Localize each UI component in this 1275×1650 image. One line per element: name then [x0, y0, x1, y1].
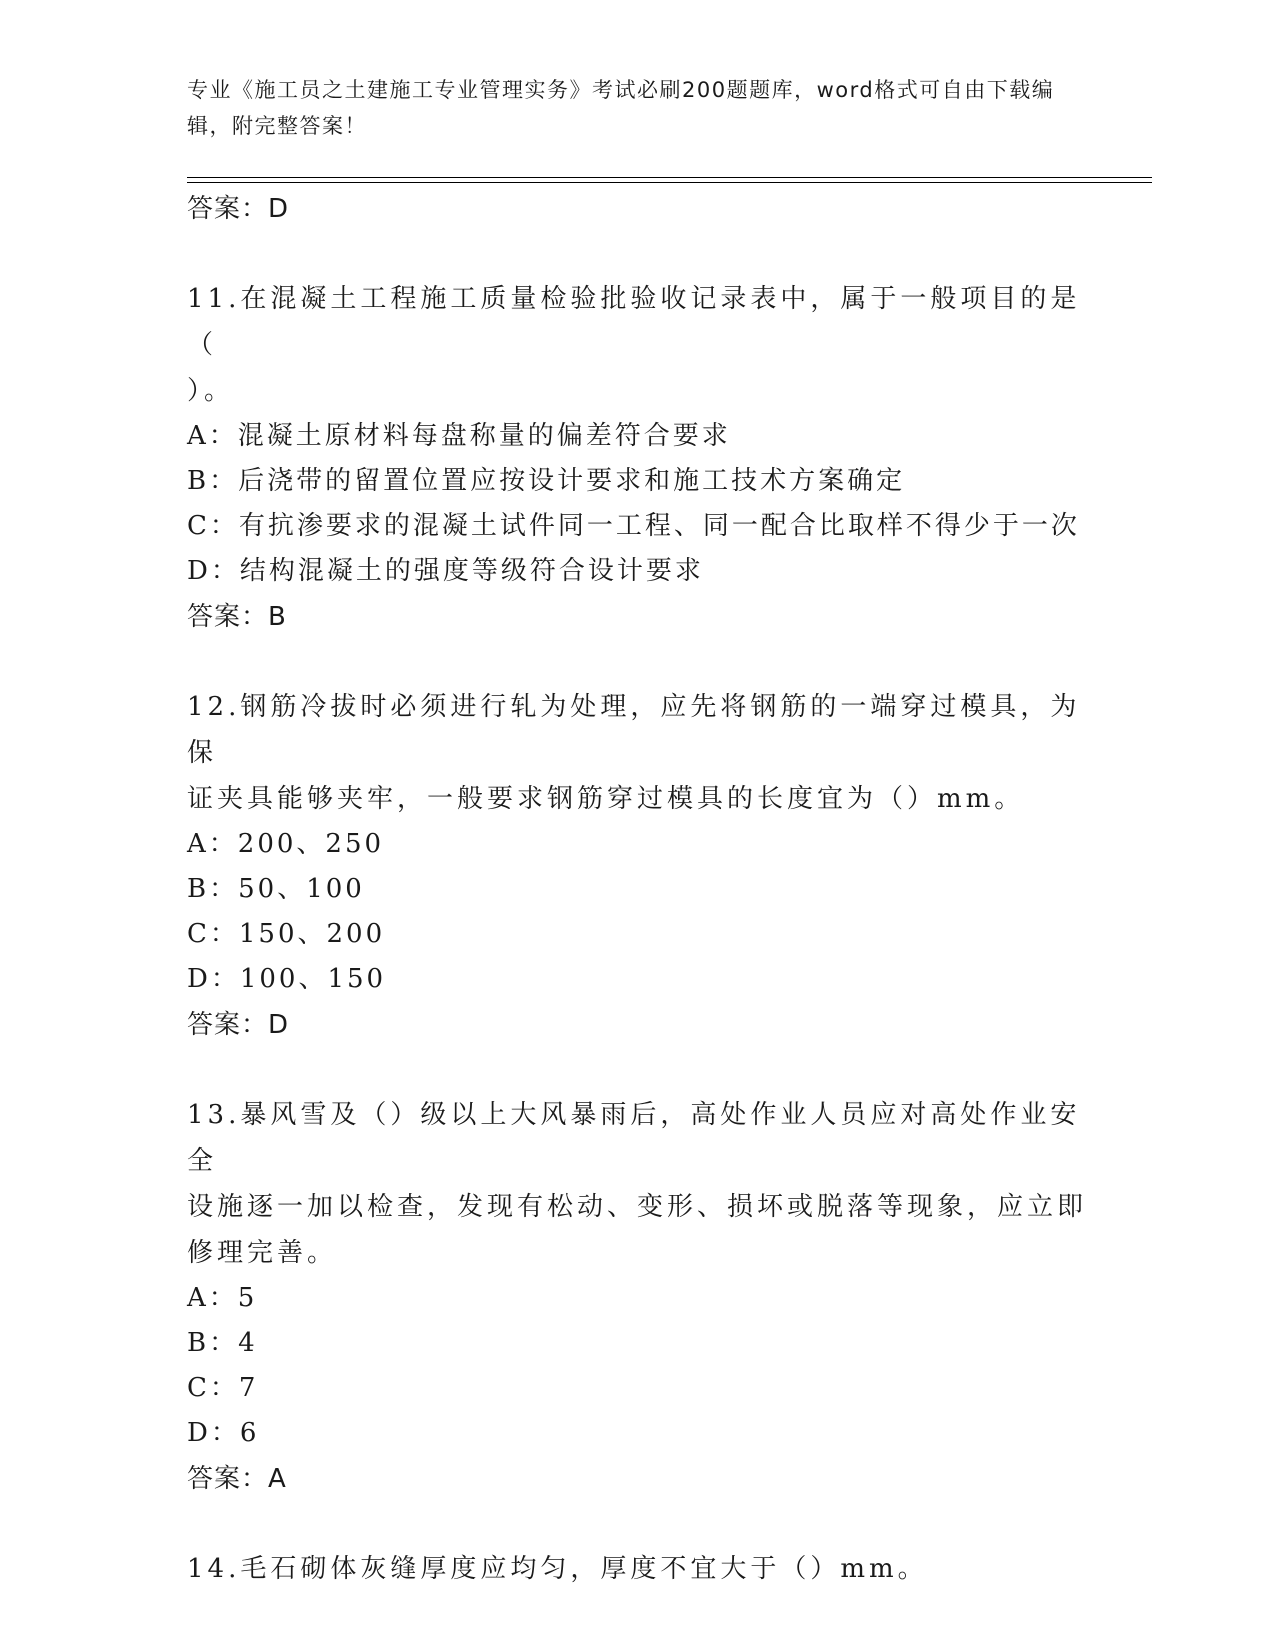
option-d: D：6 — [187, 1418, 260, 1448]
document-body — [187, 186, 1087, 1592]
option-d: D：结构混凝土的强度等级符合设计要求 — [187, 556, 704, 586]
option-b: B：50、100 — [187, 874, 365, 904]
answer-line: 答案：B — [187, 602, 287, 632]
answer-line: 答案：A — [187, 1464, 287, 1494]
question-14 — [187, 1546, 1087, 1592]
option-c: C：7 — [187, 1373, 259, 1403]
option-d: D：100、150 — [187, 964, 387, 994]
question-text-line: 14.毛石砌体灰缝厚度应均匀，厚度不宜大于（）mm。 — [187, 1554, 928, 1584]
option-c: C：有抗渗要求的混凝土试件同一工程、同一配合比取样不得少于一次 — [187, 511, 1080, 541]
question-text-line: 12.钢筋冷拔时必须进行轧为处理，应先将钢筋的一端穿过模具，为保 — [187, 692, 1081, 768]
option-a: A：5 — [187, 1283, 258, 1313]
option-c: C：150、200 — [187, 919, 386, 949]
question-text-line: 修理完善。 — [187, 1238, 338, 1268]
option-a: A：混凝土原材料每盘称量的偏差符合要求 — [187, 421, 731, 451]
question-text-line: 证夹具能够夹牢，一般要求钢筋穿过模具的长度宜为（）mm。 — [187, 784, 1025, 814]
document-header: 专业《施工员之土建施工专业管理实务》考试必刷200题题库，word格式可自由下载编辑，附完整答案！ — [187, 78, 1055, 138]
question-13 — [187, 1092, 1087, 1502]
header-rule-top — [187, 177, 1152, 178]
question-text-line: 13.暴风雪及（）级以上大风暴雨后，高处作业人员应对高处作业安全 — [187, 1100, 1081, 1176]
option-b: B：4 — [187, 1328, 258, 1358]
question-text-line: 设施逐一加以检查，发现有松动、变形、损坏或脱落等现象，应立即 — [187, 1192, 1088, 1222]
question-text-line: ）。 — [187, 376, 235, 406]
header-rule-bottom — [187, 182, 1152, 183]
option-a: A：200、250 — [187, 829, 385, 859]
answer-line: 答案：D — [187, 1010, 290, 1040]
answer-line: 答案：D — [187, 194, 290, 224]
question-text-line: 11.在混凝土工程施工质量检验批验收记录表中，属于一般项目的是（ — [187, 284, 1081, 360]
question-12 — [187, 684, 1087, 1048]
question-11 — [187, 276, 1087, 640]
option-b: B：后浇带的留置位置应按设计要求和施工技术方案确定 — [187, 466, 906, 496]
